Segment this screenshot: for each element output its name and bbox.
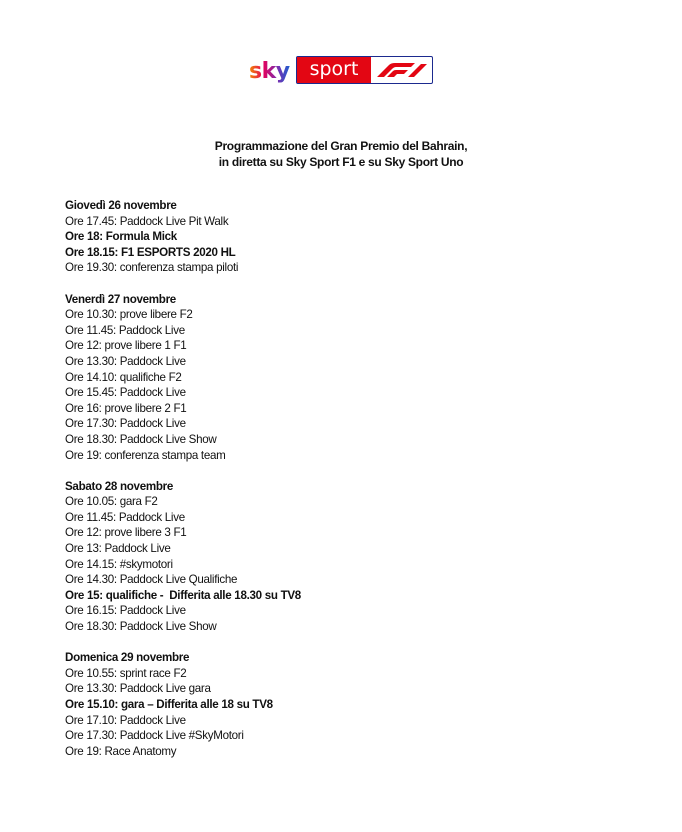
schedule-entry: Ore 18.30: Paddock Live Show bbox=[65, 432, 217, 446]
schedule-entry: Ore 14.30: Paddock Live Qualifiche bbox=[65, 573, 238, 587]
schedule-entry: Ore 19.30: conferenza stampa piloti bbox=[65, 261, 239, 275]
sport-text: sport bbox=[297, 57, 371, 83]
schedule-entry: Ore 19: conferenza stampa team bbox=[65, 448, 226, 462]
schedule-entry: Ore 16: prove libere 2 F1 bbox=[65, 401, 187, 415]
schedule-entry: Ore 17.10: Paddock Live bbox=[65, 713, 186, 727]
title-line-2: in diretta su Sky Sport F1 e su Sky Sport Uno bbox=[218, 155, 464, 169]
day-title: Giovedì 26 novembre bbox=[65, 199, 177, 212]
page-title bbox=[0, 138, 682, 170]
schedule-entry: Ore 12: prove libere 3 F1 bbox=[65, 526, 187, 540]
f1-logo-icon bbox=[371, 57, 432, 83]
schedule-entry: Ore 17.30: Paddock Live #SkyMotori bbox=[65, 729, 244, 743]
sky-wordmark bbox=[249, 55, 297, 86]
schedule-entry: Ore 16.15: Paddock Live bbox=[65, 604, 186, 618]
schedule-entry: Ore 10.30: prove libere F2 bbox=[65, 308, 193, 322]
day-section bbox=[65, 479, 301, 635]
schedule-entry: Ore 13.30: Paddock Live bbox=[65, 354, 186, 368]
schedule-entry: Ore 18: Formula Mick bbox=[65, 230, 177, 244]
schedule-entry: Ore 15: qualifiche - Differita alle 18.30 su TV8 bbox=[65, 588, 301, 602]
schedule-entry: Ore 13: Paddock Live bbox=[65, 542, 171, 556]
day-title: Sabato 28 novembre bbox=[65, 479, 174, 493]
day-section bbox=[65, 292, 301, 464]
schedule-entry: Ore 14.15: #skymotori bbox=[65, 557, 173, 571]
schedule-list bbox=[65, 198, 301, 775]
day-title: Venerdì 27 novembre bbox=[65, 292, 176, 306]
day-section bbox=[65, 650, 301, 759]
schedule-entry: Ore 12: prove libere 1 F1 bbox=[65, 339, 187, 353]
schedule-entry: Ore 18.15: F1 ESPORTS 2020 HL bbox=[65, 245, 236, 259]
schedule-entry: Ore 11.45: Paddock Live bbox=[65, 323, 185, 337]
schedule-entry: Ore 17.30: Paddock Live bbox=[65, 417, 186, 431]
title-line-1: Programmazione del Gran Premio del Bahrain, bbox=[214, 139, 468, 153]
sky-sport-f1-logo bbox=[249, 55, 435, 86]
schedule-entry: Ore 15.10: gara – Differita alle 18 su TV8 bbox=[65, 698, 273, 711]
schedule-entry: Ore 19: Race Anatomy bbox=[65, 744, 177, 758]
schedule-entry: Ore 14.10: qualifiche F2 bbox=[65, 370, 182, 384]
schedule-entry: Ore 17.45: Paddock Live Pit Walk bbox=[65, 214, 229, 228]
schedule-entry: Ore 11.45: Paddock Live bbox=[65, 510, 185, 524]
schedule-entry: Ore 15.45: Paddock Live bbox=[65, 386, 186, 400]
sport-badge bbox=[296, 56, 433, 84]
schedule-entry: Ore 10.55: sprint race F2 bbox=[65, 666, 187, 680]
day-title: Domenica 29 novembre bbox=[65, 651, 190, 665]
schedule-entry: Ore 10.05: gara F2 bbox=[65, 495, 158, 509]
schedule-entry: Ore 18.30: Paddock Live Show bbox=[65, 620, 217, 634]
schedule-entry: Ore 13.30: Paddock Live gara bbox=[65, 682, 211, 696]
sky-text: sky bbox=[249, 59, 290, 84]
day-section bbox=[65, 198, 301, 276]
